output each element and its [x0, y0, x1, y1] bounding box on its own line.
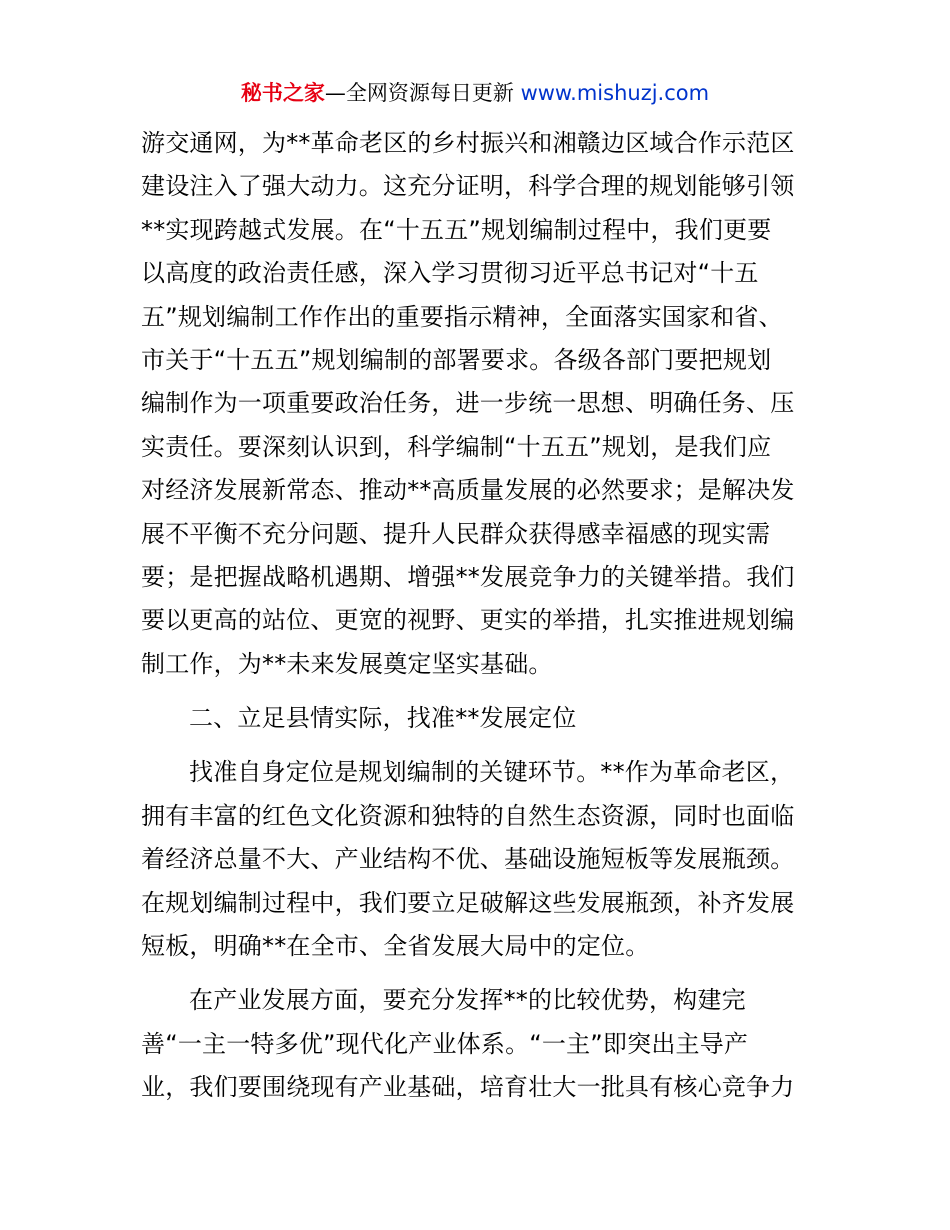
document-body [141, 122, 821, 1110]
text-line: 要；是把握战略机遇期、增强**发展竞争力的关键举措。我们 [141, 562, 795, 591]
text-line: 着经济总量不大、产业结构不优、基础设施短板等发展瓶颈。 [141, 845, 795, 874]
text-line: 市关于“十五五”规划编制的部署要求。各级各部门要把规划 [141, 345, 772, 374]
text-line: 游交通网，为**革命老区的乡村振兴和湘赣边区域合作示范区 [141, 129, 795, 157]
text-line: 在产业发展方面，要充分发挥**的比较优势，构建完 [189, 986, 746, 1015]
text-line: 善“一主一特多优”现代化产业体系。“一主”即突出主导产 [141, 1029, 749, 1058]
paragraph-industry [141, 979, 821, 1109]
text-line: 找准自身定位是规划编制的关键环节。**作为革命老区， [189, 758, 795, 787]
text-line: 以高度的政治责任感，深入学习贯彻习近平总书记对“十五 [141, 259, 759, 288]
section-heading [141, 697, 821, 740]
text-line: 实责任。要深刻认识到，科学编制“十五五”规划，是我们应 [141, 432, 772, 461]
paragraph-positioning [141, 751, 821, 968]
text-line: 编制作为一项重要政治任务，进一步统一思想、明确任务、压 [141, 389, 795, 418]
header-brand: 秘书之家 [240, 81, 325, 105]
paragraph-planning-significance [141, 122, 821, 686]
text-line: 在规划编制过程中，我们要立足破解这些发展瓶颈，补齐发展 [141, 888, 795, 917]
text-line: **实现跨越式发展。在“十五五”规划编制过程中，我们更要 [141, 215, 772, 244]
text-line: 业，我们要围绕现有产业基础，培育壮大一批具有核心竞争力 [141, 1073, 795, 1102]
text-line: 展不平衡不充分问题、提升人民群众获得感幸福感的现实需 [141, 519, 771, 548]
text-line: 制工作，为**未来发展奠定坚实基础。 [141, 649, 553, 678]
text-line: 要以更高的站位、更宽的视野、更实的举措，扎实推进规划编 [141, 606, 795, 635]
header-url-link[interactable]: www.mishuzj.com [520, 81, 710, 105]
text-line: 拥有丰富的红色文化资源和独特的自然生态资源，同时也面临 [141, 801, 795, 830]
section-heading-text: 二、立足县情实际，找准**发展定位 [189, 704, 577, 733]
text-line: 对经济发展新常态、推动**高质量发展的必然要求；是解决发 [141, 476, 795, 505]
text-line: 五”规划编制工作作出的重要指示精神，全面落实国家和省、 [141, 302, 783, 331]
text-line: 建设注入了强大动力。这充分证明，科学合理的规划能够引领 [141, 172, 795, 201]
header-slogan: —全网资源每日更新 [324, 81, 514, 105]
page-header [0, 78, 950, 108]
text-line: 短板，明确**在全市、全省发展大局中的定位。 [141, 932, 650, 961]
